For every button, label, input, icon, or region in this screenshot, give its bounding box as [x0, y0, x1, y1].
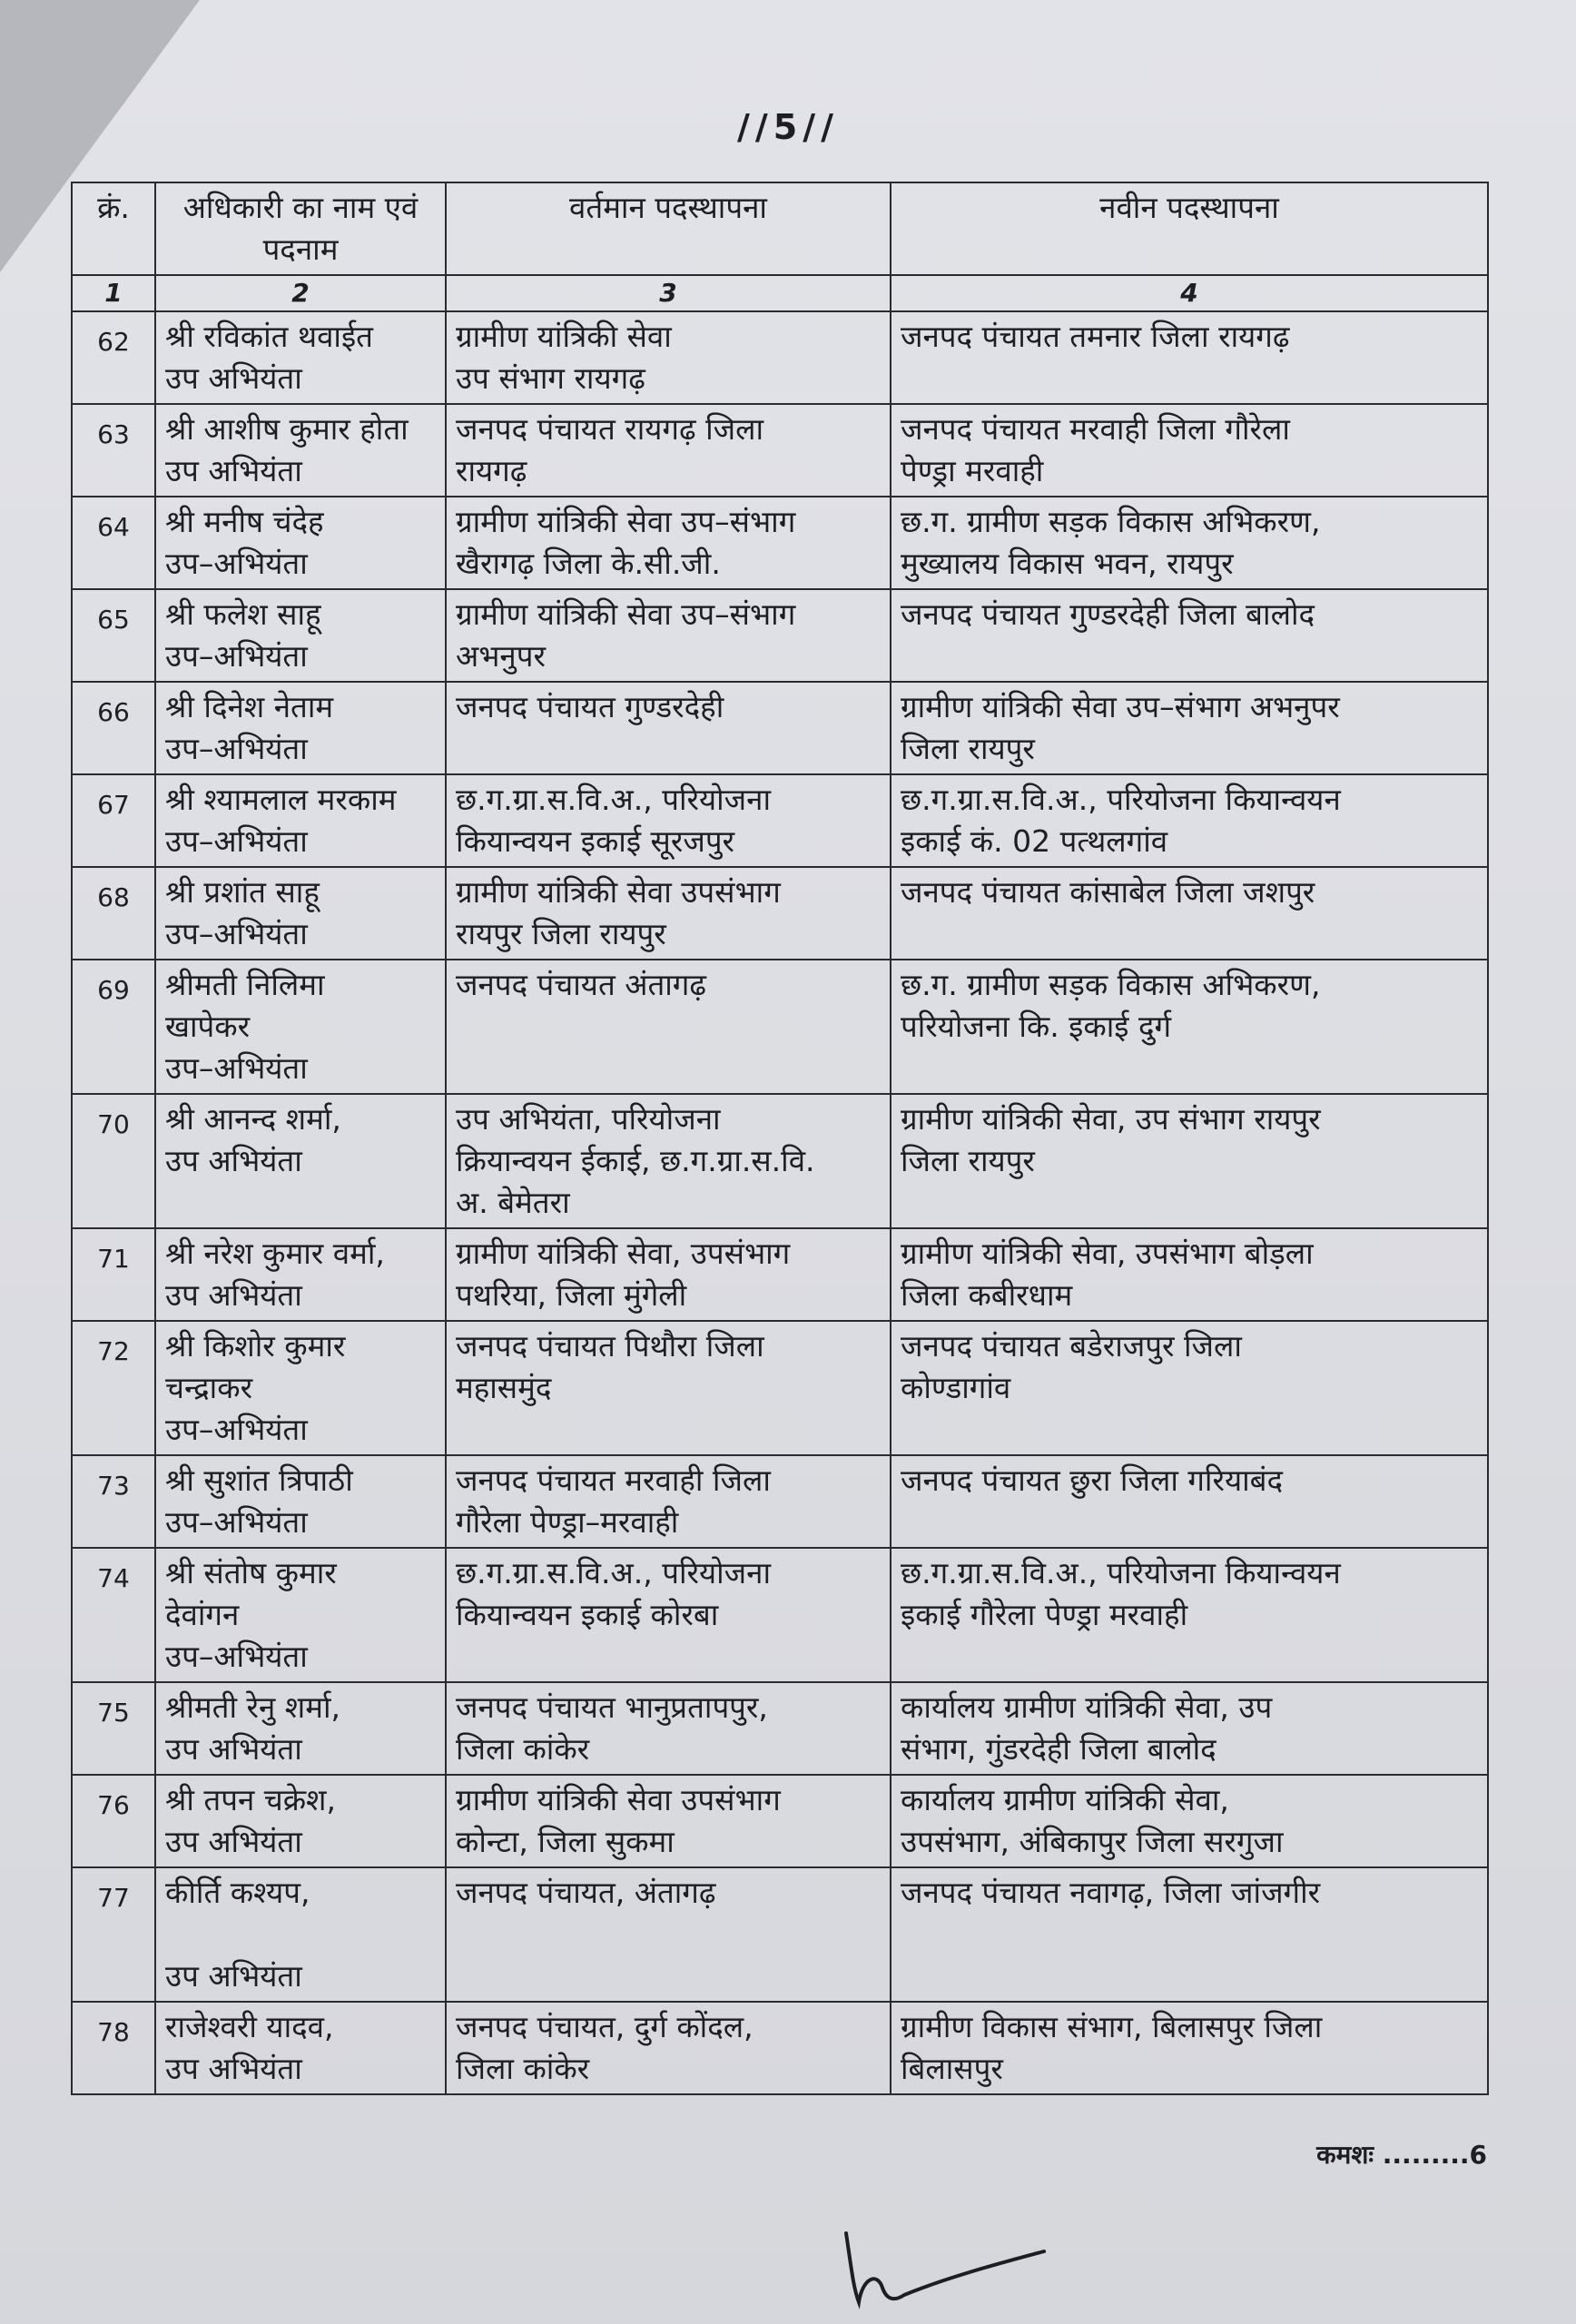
serial-number: 75: [72, 1682, 155, 1775]
table-row: [72, 1775, 1488, 1867]
serial-number: 74: [72, 1548, 155, 1682]
table-row: [72, 682, 1488, 774]
cell-line: गौरेला पेण्ड्रा–मरवाही: [456, 1504, 679, 1540]
cell-line: श्री रविकांत थवाईत: [165, 319, 373, 354]
serial-number: 70: [72, 1094, 155, 1228]
serial-number: 66: [72, 682, 155, 774]
officer-name-cell: [155, 311, 446, 404]
cell-line: उप–अभियंता: [165, 1412, 308, 1447]
cell-line: श्री आशीष कुमार होता: [165, 411, 409, 447]
cell-line: जनपद पंचायत मरवाही जिला गौरेला: [901, 411, 1290, 447]
cell-line: उप–अभियंता: [165, 546, 308, 581]
officer-name-cell: [155, 589, 446, 682]
cell-line: परियोजना कि. इकाई दुर्ग: [901, 1009, 1172, 1044]
header-current-posting: वर्तमान पदस्थापना: [446, 182, 891, 275]
serial-number: 71: [72, 1228, 155, 1321]
officer-name-cell: [155, 1094, 446, 1228]
cell-line: खापेकर: [165, 1009, 251, 1044]
cell-line: ग्रामीण विकास संभाग, बिलासपुर जिला: [901, 2009, 1323, 2044]
cell-line: श्रीमती रेनु शर्मा,: [165, 1689, 341, 1725]
cell-line: जिला रायपुर: [901, 1143, 1035, 1178]
column-number: 3: [446, 275, 891, 311]
column-number: 4: [891, 275, 1488, 311]
current-posting-cell: [446, 589, 891, 682]
cell-line: श्री किशोर कुमार: [165, 1328, 346, 1364]
serial-number: 77: [72, 1867, 155, 2002]
cell-line: उपसंभाग, अंबिकापुर जिला सरगुजा: [901, 1824, 1284, 1859]
officer-name-cell: [155, 1775, 446, 1867]
new-posting-cell: [891, 1455, 1488, 1548]
current-posting-cell: [446, 1455, 891, 1548]
page-number: //5//: [737, 107, 839, 147]
cell-line: रायगढ़: [456, 453, 527, 488]
officer-name-cell: [155, 1682, 446, 1775]
cell-line: छ.ग.ग्रा.स.वि.अ., परियोजना: [456, 782, 772, 817]
cell-line: उप अभियंता: [165, 1143, 302, 1178]
header-officer-name: अधिकारी का नाम एवं पदनाम: [155, 182, 446, 275]
officer-name-cell: [155, 1228, 446, 1321]
current-posting-cell: [446, 2002, 891, 2094]
cell-line: कार्यालय ग्रामीण यांत्रिकी सेवा, उप: [901, 1689, 1273, 1725]
cell-line: श्री प्रशांत साहू: [165, 874, 320, 910]
cell-line: उप–अभियंता: [165, 1504, 308, 1540]
table-row: [72, 1455, 1488, 1548]
cell-line: मुख्यालय विकास भवन, रायपुर: [901, 546, 1234, 581]
officer-name-cell: [155, 1455, 446, 1548]
cell-line: कियान्वयन इकाई सूरजपुर: [456, 823, 735, 859]
cell-line: जिला कबीरधाम: [901, 1277, 1073, 1313]
table-row: [72, 589, 1488, 682]
cell-line: उप अभियंता: [165, 453, 302, 488]
cell-line: अ. बेमेतरा: [456, 1185, 570, 1220]
new-posting-cell: [891, 1094, 1488, 1228]
new-posting-cell: [891, 867, 1488, 960]
cell-line: महासमुंद: [456, 1370, 552, 1405]
cell-line: उप अभियंता, परियोजना: [456, 1101, 721, 1137]
cell-line: रायपुर जिला रायपुर: [456, 916, 666, 951]
current-posting-cell: [446, 960, 891, 1094]
cell-line: जनपद पंचायत, दुर्ग कोंदल,: [456, 2009, 754, 2044]
cell-line: जनपद पंचायत तमनार जिला रायगढ़: [901, 319, 1290, 354]
cell-line: संभाग, गुंडरदेही जिला बालोद: [901, 1731, 1216, 1767]
cell-line: श्री नरेश कुमार वर्मा,: [165, 1236, 385, 1271]
cell-line: कार्यालय ग्रामीण यांत्रिकी सेवा,: [901, 1782, 1229, 1817]
cell-line: जनपद पंचायत नवागढ़, जिला जांजगीर: [901, 1875, 1321, 1910]
new-posting-cell: [891, 497, 1488, 589]
cell-line: जनपद पंचायत गुण्डरदेही जिला बालोद: [901, 596, 1315, 632]
serial-number: 68: [72, 867, 155, 960]
current-posting-cell: [446, 1228, 891, 1321]
serial-number: 67: [72, 774, 155, 867]
cell-line: श्री तपन चक्रेश,: [165, 1782, 336, 1817]
serial-number: 62: [72, 311, 155, 404]
cell-line: श्री आनन्द शर्मा,: [165, 1101, 341, 1137]
cell-line: छ.ग. ग्रामीण सड़क विकास अभिकरण,: [901, 504, 1321, 539]
table-row: [72, 774, 1488, 867]
cell-line: उप–अभियंता: [165, 916, 308, 951]
new-posting-cell: [891, 589, 1488, 682]
new-posting-cell: [891, 774, 1488, 867]
cell-line: कोन्टा, जिला सुकमा: [456, 1824, 675, 1859]
current-posting-cell: [446, 867, 891, 960]
serial-number: 64: [72, 497, 155, 589]
table-row: [72, 1867, 1488, 2002]
table-row: [72, 1548, 1488, 1682]
serial-number: 63: [72, 404, 155, 497]
header-serial: क्रं.: [72, 182, 155, 275]
cell-line: कियान्वयन इकाई कोरबा: [456, 1597, 719, 1632]
cell-line: उप–अभियंता: [165, 1050, 308, 1086]
cell-line: जनपद पंचायत, अंतागढ़: [456, 1875, 716, 1910]
cell-line: ग्रामीण यांत्रिकी सेवा उप–संभाग: [456, 504, 796, 539]
current-posting-cell: [446, 311, 891, 404]
cell-line: इकाई कं. 02 पत्थलगांव: [901, 823, 1168, 859]
column-number: 2: [155, 275, 446, 311]
continued-label: कमशः .........6: [1316, 2140, 1487, 2170]
cell-line: इकाई गौरेला पेण्ड्रा मरवाही: [901, 1597, 1188, 1632]
new-posting-cell: [891, 2002, 1488, 2094]
cell-line: पथरिया, जिला मुंगेली: [456, 1277, 687, 1313]
new-posting-cell: [891, 1548, 1488, 1682]
cell-line: जनपद पंचायत गुण्डरदेही: [456, 689, 724, 724]
cell-line: जनपद पंचायत पिथौरा जिला: [456, 1328, 764, 1364]
cell-line: जिला कांकेर: [456, 2051, 590, 2086]
current-posting-cell: [446, 774, 891, 867]
serial-number: 65: [72, 589, 155, 682]
new-posting-cell: [891, 682, 1488, 774]
officer-name-cell: [155, 404, 446, 497]
current-posting-cell: [446, 1321, 891, 1455]
serial-number: 73: [72, 1455, 155, 1548]
new-posting-cell: [891, 960, 1488, 1094]
current-posting-cell: [446, 1682, 891, 1775]
cell-line: उप–अभियंता: [165, 731, 308, 766]
cell-line: उप–अभियंता: [165, 1639, 308, 1674]
serial-number: 69: [72, 960, 155, 1094]
cell-line: ग्रामीण यांत्रिकी सेवा उप–संभाग अभनुपर: [901, 689, 1340, 724]
cell-line: जिला कांकेर: [456, 1731, 590, 1767]
current-posting-cell: [446, 1775, 891, 1867]
cell-line: ग्रामीण यांत्रिकी सेवा, उपसंभाग: [456, 1236, 791, 1271]
current-posting-cell: [446, 1867, 891, 2002]
serial-number: 78: [72, 2002, 155, 2094]
officer-name-cell: [155, 1548, 446, 1682]
cell-line: जनपद पंचायत बडेराजपुर जिला: [901, 1328, 1242, 1364]
cell-line: राजेश्वरी यादव,: [165, 2009, 334, 2044]
table-body: [72, 311, 1488, 2094]
cell-line: कोण्डागांव: [901, 1370, 1011, 1405]
cell-line: उप अभियंता: [165, 1277, 302, 1313]
column-number: 1: [72, 275, 155, 311]
new-posting-cell: [891, 311, 1488, 404]
officer-name-cell: [155, 774, 446, 867]
cell-line: बिलासपुर: [901, 2051, 1003, 2086]
cell-line: [165, 1914, 436, 1955]
cell-line: जनपद पंचायत कांसाबेल जिला जशपुर: [901, 874, 1315, 910]
header-row: [72, 182, 1488, 275]
current-posting-cell: [446, 1094, 891, 1228]
cell-line: श्री मनीष चंदेह: [165, 504, 324, 539]
cell-line: कीर्ति कश्यप,: [165, 1875, 310, 1910]
cell-line: उप अभियंता: [165, 1731, 302, 1767]
cell-line: श्री संतोष कुमार: [165, 1555, 337, 1590]
table-row: [72, 1228, 1488, 1321]
officer-name-cell: [155, 2002, 446, 2094]
table-row: [72, 1682, 1488, 1775]
cell-line: ग्रामीण यांत्रिकी सेवा, उप संभाग रायपुर: [901, 1101, 1321, 1137]
cell-line: उप–अभियंता: [165, 638, 308, 674]
officer-name-cell: [155, 682, 446, 774]
signature-mark: [835, 2215, 1053, 2315]
current-posting-cell: [446, 1548, 891, 1682]
officer-name-cell: [155, 497, 446, 589]
officer-name-cell: [155, 867, 446, 960]
cell-line: अभनुपर: [456, 638, 546, 674]
serial-number: 76: [72, 1775, 155, 1867]
table-row: [72, 404, 1488, 497]
officer-name-cell: [155, 960, 446, 1094]
cell-line: पेण्ड्रा मरवाही: [901, 453, 1044, 488]
cell-line: श्रीमती निलिमा: [165, 967, 325, 1002]
cell-line: जिला रायपुर: [901, 731, 1035, 766]
table-row: [72, 2002, 1488, 2094]
transfer-table: [71, 182, 1489, 2095]
cell-line: जनपद पंचायत छुरा जिला गरियाबंद: [901, 1462, 1284, 1498]
table-row: [72, 867, 1488, 960]
header-new-posting: नवीन पदस्थापना: [891, 182, 1488, 275]
cell-line: जनपद पंचायत मरवाही जिला: [456, 1462, 771, 1498]
cell-line: जनपद पंचायत अंतागढ़: [456, 967, 706, 1002]
new-posting-cell: [891, 1682, 1488, 1775]
new-posting-cell: [891, 1321, 1488, 1455]
cell-line: उप संभाग रायगढ़: [456, 360, 645, 396]
cell-line: छ.ग.ग्रा.स.वि.अ., परियोजना कियान्वयन: [901, 1555, 1341, 1590]
table-row: [72, 311, 1488, 404]
cell-line: छ.ग.ग्रा.स.वि.अ., परियोजना: [456, 1555, 772, 1590]
cell-line: छ.ग. ग्रामीण सड़क विकास अभिकरण,: [901, 967, 1321, 1002]
cell-line: ग्रामीण यांत्रिकी सेवा, उपसंभाग बोड़ला: [901, 1236, 1314, 1271]
cell-line: उप–अभियंता: [165, 823, 308, 859]
new-posting-cell: [891, 1775, 1488, 1867]
cell-line: श्री दिनेश नेताम: [165, 689, 334, 724]
serial-number: 72: [72, 1321, 155, 1455]
column-number-row: [72, 275, 1488, 311]
cell-line: देवांगन: [165, 1597, 240, 1632]
cell-line: ग्रामीण यांत्रिकी सेवा उपसंभाग: [456, 874, 781, 910]
cell-line: उप अभियंता: [165, 2051, 302, 2086]
current-posting-cell: [446, 682, 891, 774]
new-posting-cell: [891, 1228, 1488, 1321]
cell-line: उप अभियंता: [165, 360, 302, 396]
cell-line: खैरागढ़ जिला के.सी.जी.: [456, 546, 721, 581]
new-posting-cell: [891, 1867, 1488, 2002]
cell-line: जनपद पंचायत भानुप्रतापपुर,: [456, 1689, 768, 1725]
cell-line: ग्रामीण यांत्रिकी सेवा उप–संभाग: [456, 596, 796, 632]
cell-line: ग्रामीण यांत्रिकी सेवा: [456, 319, 672, 354]
cell-line: जनपद पंचायत रायगढ़ जिला: [456, 411, 764, 447]
table-row: [72, 497, 1488, 589]
cell-line: चन्द्राकर: [165, 1370, 253, 1405]
cell-line: श्री फलेश साहू: [165, 596, 321, 632]
table-row: [72, 1321, 1488, 1455]
cell-line: श्री सुशांत त्रिपाठी: [165, 1462, 353, 1498]
current-posting-cell: [446, 404, 891, 497]
officer-name-cell: [155, 1867, 446, 2002]
new-posting-cell: [891, 404, 1488, 497]
cell-line: उप अभियंता: [165, 1824, 302, 1859]
table-row: [72, 1094, 1488, 1228]
cell-line: ग्रामीण यांत्रिकी सेवा उपसंभाग: [456, 1782, 781, 1817]
cell-line: श्री श्यामलाल मरकाम: [165, 782, 397, 817]
officer-name-cell: [155, 1321, 446, 1455]
table-row: [72, 960, 1488, 1094]
cell-line: उप अभियंता: [165, 1958, 302, 1994]
cell-line: क्रियान्वयन ईकाई, छ.ग.ग्रा.स.वि.: [456, 1143, 815, 1178]
cell-line: छ.ग.ग्रा.स.वि.अ., परियोजना कियान्वयन: [901, 782, 1341, 817]
current-posting-cell: [446, 497, 891, 589]
